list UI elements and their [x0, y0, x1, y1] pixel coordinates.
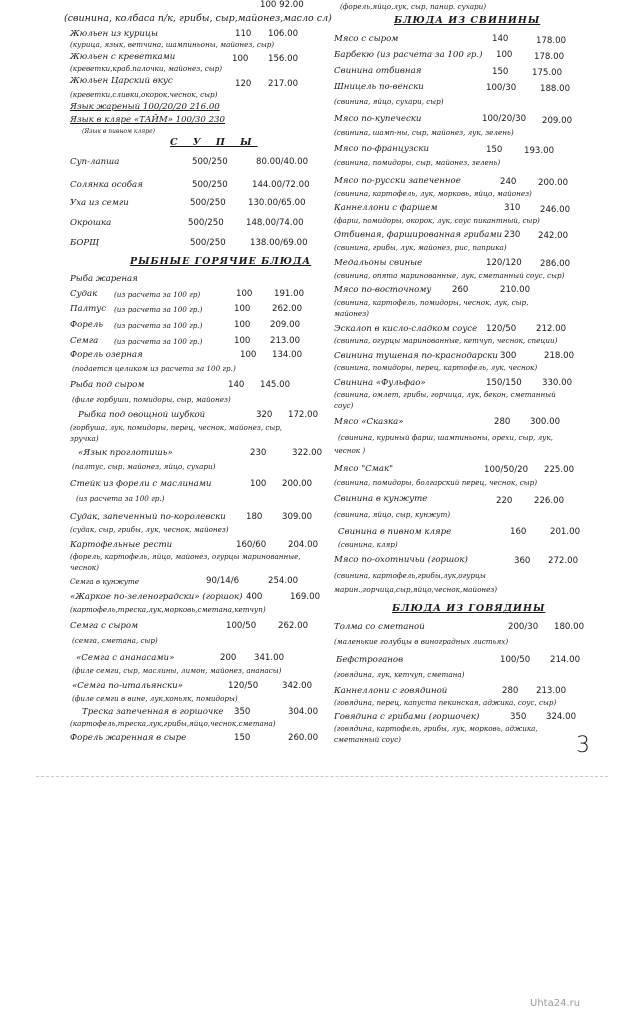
right-top-desc: (форель,яйцо,лук, сыр, панир. сухари)	[340, 2, 487, 11]
julien-tsar: Жюльен Царский вкус	[70, 76, 173, 86]
salmon-pineapple: «Семга с ананасами»	[76, 653, 175, 663]
meat-cheese: Мясо с сыром	[334, 34, 399, 44]
fish-fried-title: Рыба жареная	[70, 274, 138, 284]
soup-4: Окрошка	[70, 218, 112, 228]
salmon-cheese: Семга с сыром	[70, 621, 139, 631]
salmon-italian: «Семга по-итальянски»	[72, 681, 183, 691]
fish-fried-1: Судак	[70, 289, 98, 299]
soup-3: Уха из семги	[70, 198, 129, 208]
cannelloni-mince: Каннеллони с фаршем	[334, 203, 438, 213]
stroganoff: Бефстроганов	[336, 655, 404, 665]
trout-cheese: Форель жаренная в сыре	[70, 733, 187, 743]
fish-title: РЫБНЫЕ ГОРЯЧИЕ БЛЮДА	[130, 256, 312, 267]
french: Мясо по-французски	[334, 144, 429, 154]
top-price: 100 92.00	[260, 0, 304, 10]
cod-pot: Треска запеченная в горшочке	[82, 707, 224, 717]
salmon-sesame: Семга в кунжуте	[70, 577, 139, 586]
schnitzel: Шницель по-венски	[334, 82, 424, 92]
krasnodar: Свинина тушеная по-краснодарски	[334, 351, 498, 361]
escalope: Эскалоп в кисло-сладком соусе	[334, 324, 478, 334]
tolma: Толма со сметаной	[334, 622, 425, 632]
oriental: Мясо по-восточному	[334, 285, 432, 295]
julien-chicken: Жюльен из курицы	[70, 29, 158, 39]
fish-coat: Рыбка под овощной шубкой	[78, 410, 206, 420]
merchant: Мясо по-купечески	[334, 114, 422, 124]
russian: Мясо по-русски запеченное	[334, 176, 461, 186]
fish-fried-4: Семга	[70, 336, 99, 346]
pork-sesame: Свинина в кунжуте	[334, 494, 428, 504]
pork-title: БЛЮДА ИЗ СВИНИНЫ	[394, 15, 541, 26]
page-number: 3	[576, 733, 590, 758]
watermark: Uhta24.ru	[530, 998, 581, 1009]
beef-title: БЛЮДА ИЗ ГОВЯДИНЫ	[392, 603, 546, 614]
soup-5: БОРЩ	[70, 238, 99, 248]
fish-fried-3: Форель	[70, 320, 104, 330]
pork-beer: Свинина в пивном кляре	[338, 527, 452, 537]
top-desc: (свинина, колбаса п/к, грибы, сыр,майонез,масло сл)	[64, 13, 332, 24]
page-edge-divider	[36, 776, 608, 777]
medallions: Медальоны свиные	[334, 258, 423, 268]
menu-page: 100 92.00 (свинина, колбаса п/к, грибы, сыр,майонез,масло сл) Жюльен из курицы 110 106.00 (курица, язык, ветчина, шампиньоны, майонез, сыр) Жюльен с креветками 100 156.00 (креветки,краб.палочки, майонез, сыр) Жюльен Царский вкус 120 217.00 (креветки,сливки,окорок,чеснок, сыр) Язык жареный 100/20/20 216.00 Язык в кляре «ТАЙМ» 100/30 230 (Язык в пивном кляре) С У П Ы Суп-лапша 500/250 80.00/40.00 Солянка особая 500/250 144.00/72.00 Уха из семги 500/250 130.00/65.00 Окрошка 500/250 148.00/74.00 БОРЩ 500/250 138.00/69.00 РЫБНЫЕ ГОРЯЧИЕ БЛЮДА Рыба жареная Судак (из расчета за 100 гр) 100 191.00 Палтус (из расчета за 100 гр.) 100 262.00 Форель (из расчета за 100 гр.) 100 209.00 Семга (из расчета за 100 гр.) 100 213.00 Форель озерная 100 134.00 (подается целиком из расчета за 100 гр.) Рыба под сыром 140 145.00 (филе горбуши, помидоры, сыр, майонез) Рыбка под овощной шубкой 320 172.00 (горбуша, лук, помидоры, перец, чеснок, майонез, сыр, зручка) «Язык проглотишь» 230 322.00 (палтус, сыр, майонез, яйцо, сухари) Стейк из форели с маслинами 100 200.00 (из расчета за 100 гр.) Судак, запеченный по-королевски 180 309.00 (судак, сыр, грибы, лук, чеснок, майонез) Картофельные рести 160/60 204.00 (форель, картофель, яйцо, майонез, огурцы маринованные, чеснок) Семга в кунжуте 90/14/6 254.00 «Жаркое по-зеленоградски» (горшок) 400 169.00 (картофель,треска,лук,морковь,сметана,кетчуп) Семга с сыром 100/50 262.00 (семга, сметана, сыр) «Семга с ананасами» 200 341.00 (филе семги, сыр, маслины, лимон, майонез, ананасы) «Семга по-итальянски» 120/50 342.00 (филе семги в вине, лук,коньяк, помидоры) Треска запеченная в горшочке 350 304.00 (картофель,треска,лук,грибы,яйцо,чеснок,сметана) Форель жаренная в сыре 150 260.00 (форель,яйцо,лук, сыр, панир. сухари) БЛЮДА ИЗ СВИНИНЫ Мясо с сыром 140 178.00 Барбекю (из расчета за 100 гр.) 100 178.00 Свинина отбивная 150 175.00 Шницель по-венски 100/30 188.00 (свинина, яйцо, сухари, сыр) Мясо по-купечески 100/20/30 209.00 (свинина, шамп-ны, сыр, майонез, лук, зелень) Мясо по-французски 150 193.00 (свинина, помидоры, сыр, майонез, зелень) Мясо по-русски запеченное 240 200.00 (свинина, картофель, лук, морковь, яйцо, майонез) Каннеллони с фаршем 310 246.00 (фарш, помидоры, окорок, лук, соус пикантный, сыр) Отбивная, фаршированная грибами 230 242.00 (свинина, грибы, лук, майонез, рис, паприка) Медальоны свиные 120/120 286.00 (свинина, опята маринованные, лук, сметанный соус, сыр) Мясо по-восточному 260 210.00 (свинина, картофель, помидоры, чеснок, лук, сыр, майонез) Эскалоп в кисло-сладком соусе 120/50 212.00 (свинина, огурцы маринованные, кетчуп, чеснок, специи) Свинина тушеная по-краснодарски 300 218.00 (свинина, помидоры, перец, картофель, лук, чеснок) Свинина «Фульфао» 150/150 330.00 (свинина, омлет, грибы, горчица, лук, бекон, сметанный соус) Мясо «Сказка» 280 300.00 (свинина, куриный фарш, шампиньоны, орехи, сыр, лук, чеснок ) Мясо "Смак" 100/50/20 225.00 (свинина, помидоры, болгарский перец, чеснок, сыр) Свинина в кунжуте 220 226.00 (свинина, яйцо, сыр, кунжут) Свинина в пивном кляре 160 201.00 (свинина, кляр) Мясо по-охотничьи (горшок) 360 272.00 (свинина, картофель,грибы,лук,огурцы марин.,горчица,сыр,яйцо,чеснок,майонез) БЛЮДА ИЗ ГОВЯДИНЫ Толма со сметаной 200/30 180.00 (маленькие голубцы в виноградных листьях) Бефстроганов 100/50 214.00 (говядина, лук, кетчуп, сметана) Каннеллони с говядиной 280 213.00 (говядина, перец, капуста пекинская, аджика, соус, сыр) Говядина с грибами (горшочек) 350 324.00 (говядина, картофель, грибы, лук, морковь, аджика, сметанный соус) 3 Uhta24.ru	[0, 0, 622, 1024]
fish-cheese: Рыба под сыром	[70, 380, 145, 390]
chop-mushroom: Отбивная, фаршированная грибами	[334, 230, 503, 240]
roast-green: «Жаркое по-зеленоградски» (горшок)	[70, 592, 243, 602]
beef-mushroom: Говядина с грибами (горшочек)	[334, 712, 480, 722]
soup-1: Суп-лапша	[70, 157, 120, 167]
smak: Мясо "Смак"	[334, 464, 394, 474]
tongue-fried: Язык жареный 100/20/20 216.00	[70, 102, 220, 112]
pork-chop: Свинина отбивная	[334, 66, 422, 76]
fairytale: Мясо «Сказка»	[334, 417, 404, 427]
julien-shrimp: Жюльен с креветками	[70, 52, 176, 62]
steak-trout: Стейк из форели с маслинами	[70, 479, 212, 489]
pike-royal: Судак, запеченный по-королевски	[70, 512, 226, 522]
fulfao: Свинина «Фульфао»	[334, 378, 426, 388]
soup-2: Солянка особая	[70, 180, 143, 190]
barbecue: Барбекю (из расчета за 100 гр.)	[334, 50, 483, 60]
soups-title: С У П Ы	[170, 137, 258, 148]
fish-fried-2: Палтус	[70, 304, 107, 314]
tongue-batter: Язык в кляре «ТАЙМ» 100/30 230	[70, 115, 225, 125]
cannelloni-beef: Каннеллони с говядиной	[334, 686, 448, 696]
tongue-swallow: «Язык проглотишь»	[78, 448, 173, 458]
potato-rosti: Картофельные рести	[70, 540, 173, 550]
trout-lake: Форель озерная	[70, 350, 143, 360]
hunter: Мясо по-охотничьи (горшок)	[334, 555, 468, 565]
